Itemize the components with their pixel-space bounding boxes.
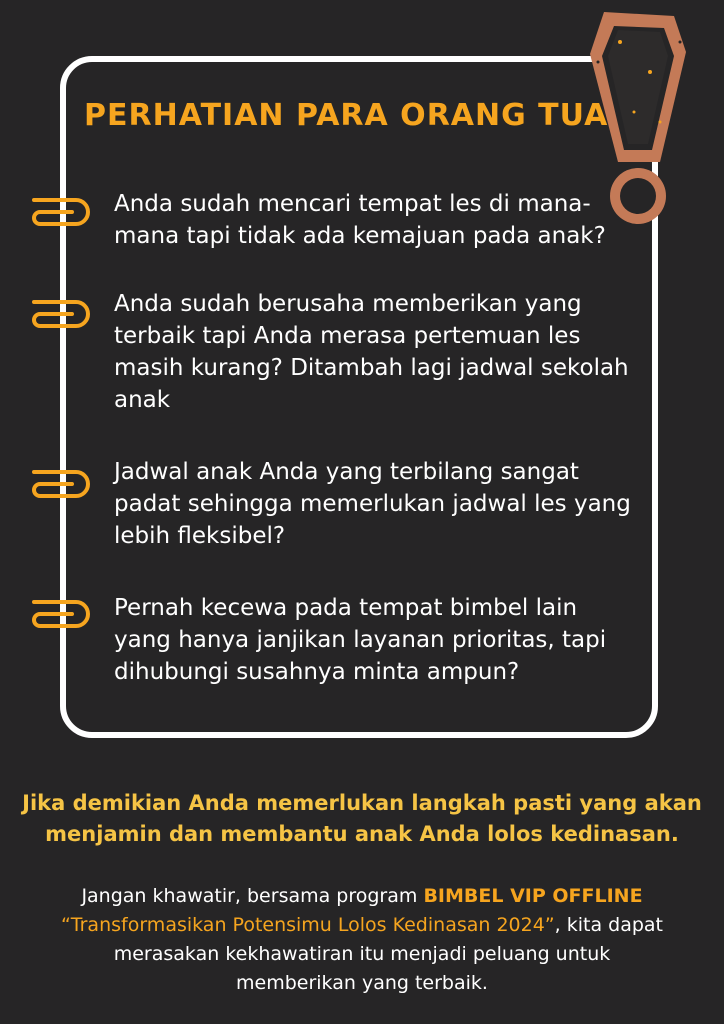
item-text: masih kurang? Ditambah lagi jadwal sekolah xyxy=(114,355,629,381)
callout-line: Jika demikian Anda memerlukan langkah pasti yang akan xyxy=(22,791,702,815)
body-prefix: Jangan khawatir, bersama program xyxy=(81,885,424,907)
program-slogan: “Transformasikan Potensimu Lolos Kedinasan 2024” xyxy=(60,914,555,936)
body-paragraph xyxy=(20,882,704,998)
item-text: yang hanya janjikan layanan prioritas, tapi xyxy=(114,627,607,653)
body-line xyxy=(20,882,704,911)
paperclip-icon xyxy=(30,194,96,230)
list-item xyxy=(114,188,634,252)
item-text: lebih fleksibel? xyxy=(114,523,286,549)
item-text: Anda sudah mencari tempat les di mana- xyxy=(114,191,591,217)
paperclip-icon xyxy=(30,466,96,502)
list-item xyxy=(114,592,634,688)
list-item xyxy=(114,456,634,552)
body-line xyxy=(20,911,704,940)
item-text: anak xyxy=(114,387,171,413)
program-name: BIMBEL VIP OFFLINE xyxy=(423,885,643,907)
page-title: PERHATIAN PARA ORANG TUA xyxy=(84,98,609,133)
paperclip-icon xyxy=(30,596,96,632)
item-text: padat sehingga memerlukan jadwal les yang xyxy=(114,491,631,517)
callout-text xyxy=(0,788,724,850)
item-text: Pernah kecewa pada tempat bimbel lain xyxy=(114,595,578,621)
item-text: mana tapi tidak ada kemajuan pada anak? xyxy=(114,223,606,249)
body-mid: , kita dapat xyxy=(554,914,664,936)
item-text: Anda sudah berusaha memberikan yang xyxy=(114,291,582,317)
item-text: Jadwal anak Anda yang terbilang sangat xyxy=(114,459,579,485)
paperclip-icon xyxy=(30,296,96,332)
body-line: merasakan kekhawatiran itu menjadi peluang untuk xyxy=(113,943,611,965)
item-text: terbaik tapi Anda merasa pertemuan les xyxy=(114,323,581,349)
item-text: dihubungi susahnya minta ampun? xyxy=(114,659,520,685)
list-item xyxy=(114,288,634,416)
body-line: memberikan yang terbaik. xyxy=(236,972,488,994)
callout-line: menjamin dan membantu anak Anda lolos kedinasan. xyxy=(45,822,679,846)
